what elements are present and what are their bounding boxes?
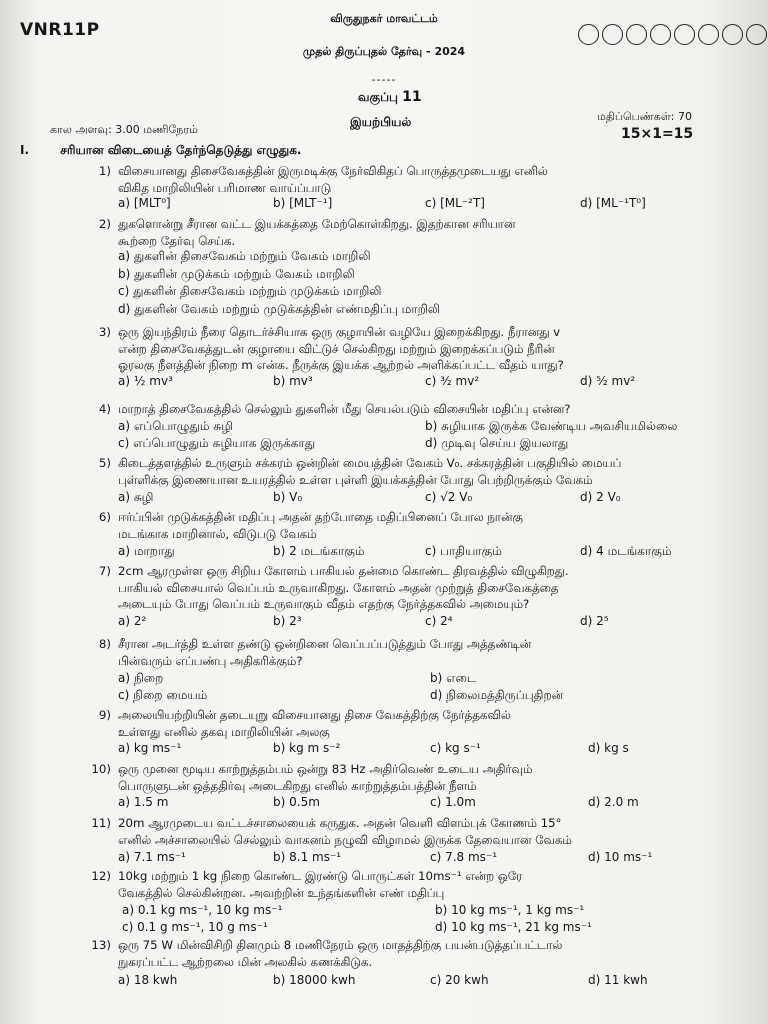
answer-option: a) ½ mv³ — [118, 374, 173, 388]
question-text-line: 2cm ஆரமுள்ள ஒரு சிறிய கோளம் பாகியல் தன்மை கொண்ட திரவத்தில் விழுகிறது. — [118, 564, 569, 578]
reg-box — [674, 24, 695, 45]
question-text-line: மடங்காக மாறினால், விடுபடு வேகம் — [118, 526, 317, 541]
section-heading — [20, 143, 301, 159]
answer-option: c) 0.1 g ms⁻¹, 10 g ms⁻¹ — [122, 920, 268, 934]
question-number: 11) — [91, 816, 111, 830]
question-text-line: ஓரலகு நீளத்தின் நிறை m என்க. நீருக்கு இயக்க ஆற்றல் அளிக்கப்பட்ட வீதம் யாது? — [118, 358, 564, 372]
answer-option: d) 2 V₀ — [580, 490, 621, 504]
answer-option: c) எப்பொழுதும் சுழியாக இருக்காது — [118, 436, 316, 450]
section-instruction: சரியான விடையைத் தேர்ந்தெடுத்து எழுதுக. — [60, 143, 302, 157]
answer-option: b) எடை — [430, 671, 477, 685]
answer-option: d) [ML⁻¹T⁰] — [580, 196, 646, 210]
question-number: 7) — [98, 564, 111, 578]
answer-option: b) kg m s⁻² — [273, 741, 341, 755]
question-text-line: விகித மாறிலியின் பரிமாண வாய்ப்பாடு — [118, 180, 332, 195]
answer-option: b) 0.5m — [273, 795, 320, 809]
answer-option: a) 0.1 kg ms⁻¹, 10 kg ms⁻¹ — [122, 903, 283, 917]
answer-option: d) 10 kg ms⁻¹, 21 kg ms⁻¹ — [435, 920, 592, 934]
question-text-line: உள்ளது எனில் தகவு மாறிலியின் அலகு — [118, 724, 330, 739]
answer-option: c) 7.8 ms⁻¹ — [430, 850, 498, 864]
paper-code: VNR11P — [20, 20, 100, 40]
answer-option: b) 2 மடங்காகும் — [273, 544, 365, 558]
answer-option: d) 10 ms⁻¹ — [588, 850, 653, 864]
answer-option: d) 11 kwh — [588, 973, 648, 987]
answer-option: b) துகளின் முடுக்கம் மற்றும் வேகம் மாறிலி — [118, 266, 355, 281]
question-text-line: வேகத்தில் செல்கின்றன. அவற்றின் உந்தங்களின் எண் மதிப்பு — [118, 885, 445, 900]
reg-box — [602, 24, 623, 45]
answer-option: a) துகளின் திசைவேகம் மற்றும் வேகம் மாறிலி — [118, 249, 371, 263]
marks-scheme: 15×1=15 — [621, 126, 694, 142]
answer-option: a) எப்பொழுதும் சுழி — [118, 419, 234, 433]
question-number: 10) — [91, 762, 111, 776]
reg-box — [698, 24, 719, 45]
answer-option: d) 2⁵ — [580, 614, 609, 628]
answer-option: b) V₀ — [273, 490, 303, 504]
question-text-line: விசையானது திசைவேகத்தின் இருமடிக்கு நேர்விகிதப் பொருத்தமுடையது எனில் — [118, 164, 548, 178]
answer-option: a) [MLT⁰] — [118, 196, 171, 210]
reg-box — [722, 24, 743, 45]
answer-option: d) 2.0 m — [588, 795, 639, 809]
answer-option: b) 18000 kwh — [273, 973, 356, 987]
answer-option: a) சுழி — [118, 490, 154, 504]
answer-option: b) 2³ — [273, 614, 302, 628]
answer-option: b) [MLT⁻¹] — [273, 196, 333, 210]
answer-option: d) 4 மடங்காகும் — [580, 544, 672, 558]
answer-option: d) முடிவு செய்ய இயலாது — [425, 436, 569, 450]
answer-option: b) mv³ — [273, 374, 313, 388]
answer-option: a) மாறாது — [118, 544, 175, 558]
question-text-line: பின்வரும் எப்பண்பு அதிகரிக்கும்? — [118, 653, 303, 668]
question-text-line: 20m ஆரமுடைய வட்டச்சாலையைக் கருதுக. அதன் வெளி விளம்புக் கோணம் 15° — [118, 816, 562, 830]
answer-option: c) kg s⁻¹ — [430, 741, 481, 755]
reg-box — [578, 24, 599, 45]
answer-option: d) ⁵⁄₂ mv² — [580, 374, 636, 388]
answer-option: d) kg s — [588, 741, 629, 755]
question-text-line: பொருளுடன் ஒத்ததிர்வு அடைகிறது எனில் காற்றுத்தம்பத்தின் நீளம் — [118, 778, 477, 793]
answer-option: b) 8.1 ms⁻¹ — [273, 850, 342, 864]
question-text-line: 10kg மற்றும் 1 kg நிறை கொண்ட இரண்டு பொருட்கள் 10ms⁻¹ என்ற ஒரே — [118, 869, 523, 883]
answer-option: a) 18 kwh — [118, 973, 178, 987]
question-number: 6) — [98, 510, 111, 524]
question-text-line: அலையியற்றியின் தடையுறு விசையானது திசை வேகத்திற்கு நேர்த்தகவில் — [118, 708, 511, 722]
answer-option: c) 2⁴ — [425, 614, 453, 628]
question-number: 8) — [98, 637, 111, 651]
answer-option: c) நிறை மையம் — [118, 688, 208, 702]
reg-box — [650, 24, 671, 45]
answer-option: a) 1.5 m — [118, 795, 169, 809]
question-text-line: ஈர்ப்பின் முடுக்கத்தின் மதிப்பு அதன் தற்போதை மதிப்பினைப் போல நான்கு — [118, 510, 523, 524]
class-line — [358, 89, 422, 106]
question-number: 3) — [98, 325, 111, 339]
time-allowed: கால அளவு: 3.00 மணிநேரம் — [50, 123, 198, 136]
question-text-line: கூற்றை தேர்வு செய்க. — [118, 233, 236, 248]
district-title: விருதுநகர் மாவட்டம் — [330, 12, 438, 25]
question-text-line: எனில் அச்சாலையில் செல்லும் வாகனம் நழுவி விழாமல் இருக்க தேவையான வேகம் — [118, 832, 572, 847]
question-text-line: ஒரு 75 W மின்விசிறி தினமும் 8 மணிநேரம் ஒரு மாதத்திற்கு பயன்படுத்தப்பட்டால் — [118, 938, 563, 952]
question-text-line: மாறாத் திசைவேகத்தில் செல்லும் துகளின் மீது செயல்படும் விசையின் மதிப்பு என்ன? — [118, 402, 571, 416]
answer-option: b) 10 kg ms⁻¹, 1 kg ms⁻¹ — [435, 903, 585, 917]
question-text-line: ஒரு இயந்திரம் நீரை தொடர்ச்சியாக ஒரு குழாயின் வழியே இறைக்கிறது. நீரானது v — [118, 325, 561, 339]
reg-box — [626, 24, 647, 45]
question-number: 5) — [98, 456, 111, 470]
question-text-line: புள்ளிக்கு இணையான உயரத்தில் உள்ள புள்ளி இயக்கத்தின் போது பெற்றிருக்கும் வேகம் — [118, 472, 593, 487]
question-text-line: ஒரு முனை மூடிய காற்றுத்தம்பம் ஒன்று 83 Hz அதிர்வெண் உடைய அதிர்வும் — [118, 762, 533, 776]
question-number: 4) — [98, 402, 111, 416]
class-label: வகுப்பு — [358, 90, 398, 104]
register-number-boxes — [578, 24, 768, 45]
question-text-line: துகளொன்று சீரான வட்ட இயக்கத்தை மேற்கொள்கிறது. இதற்கான சரியான — [118, 217, 516, 231]
answer-option: c) 1.0m — [430, 795, 476, 809]
answer-option: a) நிறை — [118, 671, 164, 685]
answer-option: c) ³⁄₂ mv² — [425, 374, 480, 388]
exam-title: முதல் திருப்புதல் தேர்வு - 2024 — [302, 45, 466, 58]
question-text-line: பாகியல் விசையால் வெப்பம் உருவாகிறது. கோளம் அதன் முற்றுத் திசைவேகத்தை — [118, 580, 559, 595]
question-number: 1) — [98, 164, 111, 178]
header-separator: ----- — [371, 73, 397, 86]
answer-option: d) நிலைமத்திருப்புதிறன் — [430, 688, 564, 702]
total-marks: மதிப்பெண்கள்: 70 — [597, 110, 692, 123]
question-number: 12) — [91, 869, 111, 883]
question-number: 13) — [91, 938, 111, 952]
answer-option: d) துகளின் வேகம் மற்றும் முடுக்கத்தின் எண்மதிப்பு மாறிலி — [118, 301, 441, 316]
question-text-line: கிடைத்தளத்தில் உருளும் சக்கரம் ஒன்றின் மையத்தின் வேகம் V₀. சக்கரத்தின் பகுதியில் மையப் — [118, 456, 622, 470]
answer-option: c) 20 kwh — [430, 973, 489, 987]
question-number: 2) — [98, 217, 111, 231]
question-number: 9) — [98, 708, 111, 722]
answer-option: c) √2 V₀ — [425, 490, 473, 504]
question-text-line: நுகரப்பட்ட ஆற்றலை மின் அலகில் கணக்கிடுக. — [118, 954, 373, 969]
question-text-line: என்ற திசைவேகத்துடன் குழாயை விட்டுச் செல்கிறது மற்றும் இறைக்கப்படும் நீரின் — [118, 341, 555, 356]
answer-option: c) [ML⁻²T] — [425, 196, 485, 210]
answer-option: c) துகளின் திசைவேகம் மற்றும் முடுக்கம் மாறிலி — [118, 284, 382, 298]
answer-option: b) சுழியாக இருக்க வேண்டிய அவசியமில்லை — [425, 419, 678, 433]
section-numeral: I. — [20, 143, 30, 157]
class-number: 11 — [402, 89, 422, 105]
answer-option: c) பாதியாகும் — [425, 544, 502, 558]
answer-option: a) kg ms⁻¹ — [118, 741, 182, 755]
answer-option: a) 7.1 ms⁻¹ — [118, 850, 186, 864]
question-text-line: அடையும் போது வெப்பம் உருவாகும் வீதம் எதற்கு நேர்த்தகவில் அமையும்? — [118, 597, 530, 611]
subject-title: இயற்பியல் — [350, 115, 412, 129]
reg-box — [746, 24, 767, 45]
question-text-line: சீரான அடர்த்தி உள்ள தண்டு ஒன்றினை வெப்பப்படுத்தும் போது அத்தண்டின் — [118, 637, 532, 651]
answer-option: a) 2² — [118, 614, 147, 628]
